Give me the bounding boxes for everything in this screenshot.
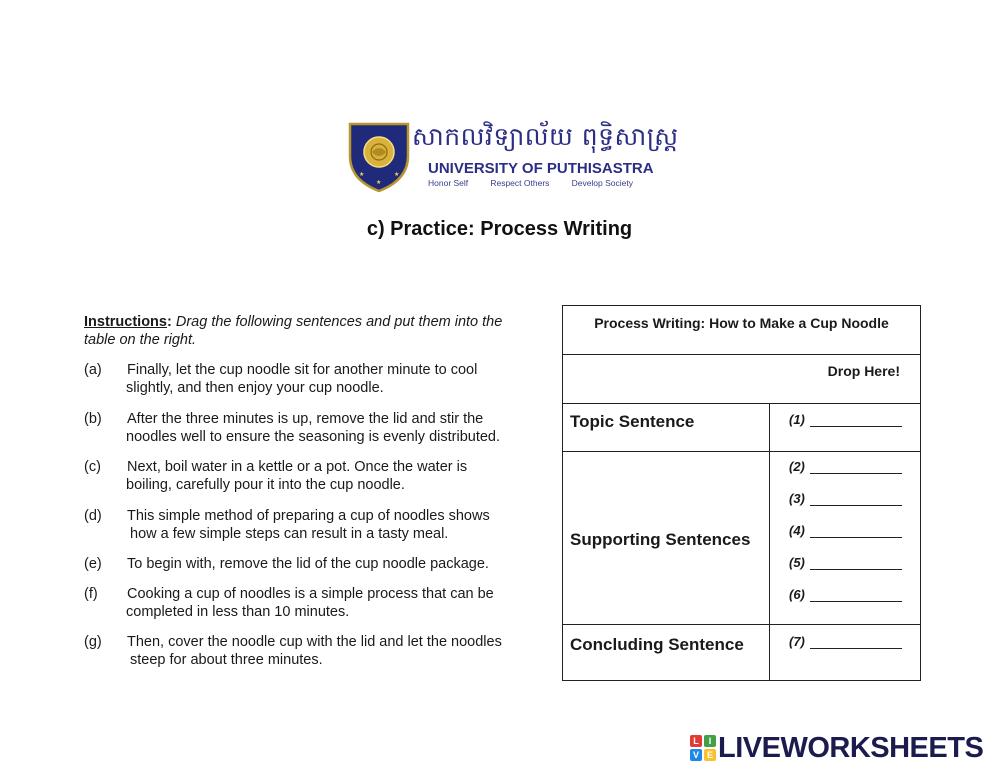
motto-item: Respect Others: [490, 178, 550, 188]
slot-blank[interactable]: [810, 460, 902, 474]
liveworksheets-grid-icon: [690, 735, 716, 761]
instructions: [84, 313, 534, 349]
table-column-divider: [769, 403, 770, 680]
university-motto: [428, 178, 633, 188]
supporting-sentences-label: Supporting Sentences: [570, 530, 751, 549]
table-title: Process Writing: How to Make a Cup Noodle: [594, 315, 889, 331]
answer-slot-7[interactable]: [789, 634, 902, 649]
grid-letter: V: [690, 749, 702, 761]
slot-blank[interactable]: [810, 492, 902, 506]
sentence-c[interactable]: [84, 458, 529, 494]
answer-slot-3[interactable]: [789, 491, 902, 506]
sentence-text: Then, cover the noodle cup with the lid and let the noodles: [127, 634, 502, 650]
answer-slot-2[interactable]: [789, 459, 902, 474]
sentence-text: To begin with, remove the lid of the cup noodle package.: [127, 556, 489, 572]
sentence-text-continued: boiling, carefully pour it into the cup noodle.: [126, 477, 405, 493]
instructions-colon: :: [166, 314, 172, 330]
answer-slot-4[interactable]: [789, 523, 902, 538]
university-name: UNIVERSITY OF PUTHISASTRA: [428, 160, 654, 177]
liveworksheets-logo[interactable]: [690, 733, 983, 763]
grid-letter: L: [690, 735, 702, 747]
sentence-d[interactable]: [84, 507, 529, 543]
slot-blank[interactable]: [810, 556, 902, 570]
slot-number: (2): [789, 459, 805, 474]
concluding-sentence-label: Concluding Sentence: [570, 635, 744, 654]
university-shield-icon: [348, 122, 410, 192]
slot-number: (3): [789, 491, 805, 506]
process-writing-table: [562, 305, 921, 681]
sentence-a[interactable]: [84, 361, 529, 397]
sentence-text-continued: noodles well to ensure the seasoning is evenly distributed.: [126, 429, 501, 445]
table-divider: [563, 451, 920, 452]
sentence-letter: (d): [84, 508, 102, 524]
sentence-letter: (a): [84, 362, 102, 378]
sentence-text: Next, boil water in a kettle or a pot. Once the water is: [127, 459, 468, 475]
slot-number: (4): [789, 523, 805, 538]
page-title: c) Practice: Process Writing: [366, 218, 633, 240]
sentence-letter: (e): [84, 556, 102, 572]
liveworksheets-wordmark: LIVEWORKSHEETS: [718, 731, 984, 764]
sentence-e[interactable]: [84, 555, 529, 573]
sentence-text: This simple method of preparing a cup of noodles shows: [127, 508, 490, 524]
answer-slot-5[interactable]: [789, 555, 902, 570]
grid-letter: I: [704, 735, 716, 747]
table-divider: [563, 624, 920, 625]
motto-item: Develop Society: [571, 178, 633, 188]
sentence-letter: (f): [84, 586, 98, 602]
slot-blank[interactable]: [810, 588, 902, 602]
sentence-text: Finally, let the cup noodle sit for another minute to cool: [127, 362, 478, 378]
instructions-text: Drag the following sentences and put them into the table on the right.: [84, 314, 503, 348]
slot-number: (1): [789, 412, 805, 427]
sentence-f[interactable]: [84, 585, 529, 621]
sentence-text: After the three minutes is up, remove the lid and stir the: [127, 411, 484, 427]
slot-blank[interactable]: [810, 635, 902, 649]
sentence-b[interactable]: [84, 410, 529, 446]
university-khmer-name: សាកលវិទ្យាល័យ ពុទ្ធិសាស្ត្រ: [412, 122, 679, 151]
sentence-letter: (g): [84, 634, 102, 650]
slot-number: (5): [789, 555, 805, 570]
svg-text:★: ★: [359, 171, 365, 178]
answer-slot-6[interactable]: [789, 587, 902, 602]
sentence-g[interactable]: [84, 633, 529, 669]
slot-blank[interactable]: [810, 524, 902, 538]
table-divider: [563, 403, 920, 404]
table-divider: [563, 354, 920, 355]
sentence-text-continued: slightly, and then enjoy your cup noodle.: [126, 380, 384, 396]
slot-number: (7): [789, 634, 805, 649]
motto-item: Honor Self: [428, 178, 469, 188]
svg-text:★: ★: [376, 179, 382, 186]
instructions-label: Instructions: [84, 314, 167, 330]
slot-blank[interactable]: [810, 413, 902, 427]
sentence-text-continued: steep for about three minutes.: [130, 652, 323, 668]
svg-text:★: ★: [394, 171, 400, 178]
university-logo: [348, 122, 679, 194]
answer-slot-1[interactable]: [789, 412, 902, 427]
sentence-letter: (c): [84, 459, 101, 475]
grid-letter: E: [704, 749, 716, 761]
sentence-text-continued: how a few simple steps can result in a tasty meal.: [130, 526, 449, 542]
topic-sentence-label: Topic Sentence: [570, 412, 695, 431]
slot-number: (6): [789, 587, 805, 602]
sentence-text: Cooking a cup of noodles is a simple process that can be: [127, 586, 494, 602]
drop-zone[interactable]: Drop Here!: [827, 363, 900, 379]
sentence-text-continued: completed in less than 10 minutes.: [126, 604, 350, 620]
sentence-letter: (b): [84, 411, 102, 427]
